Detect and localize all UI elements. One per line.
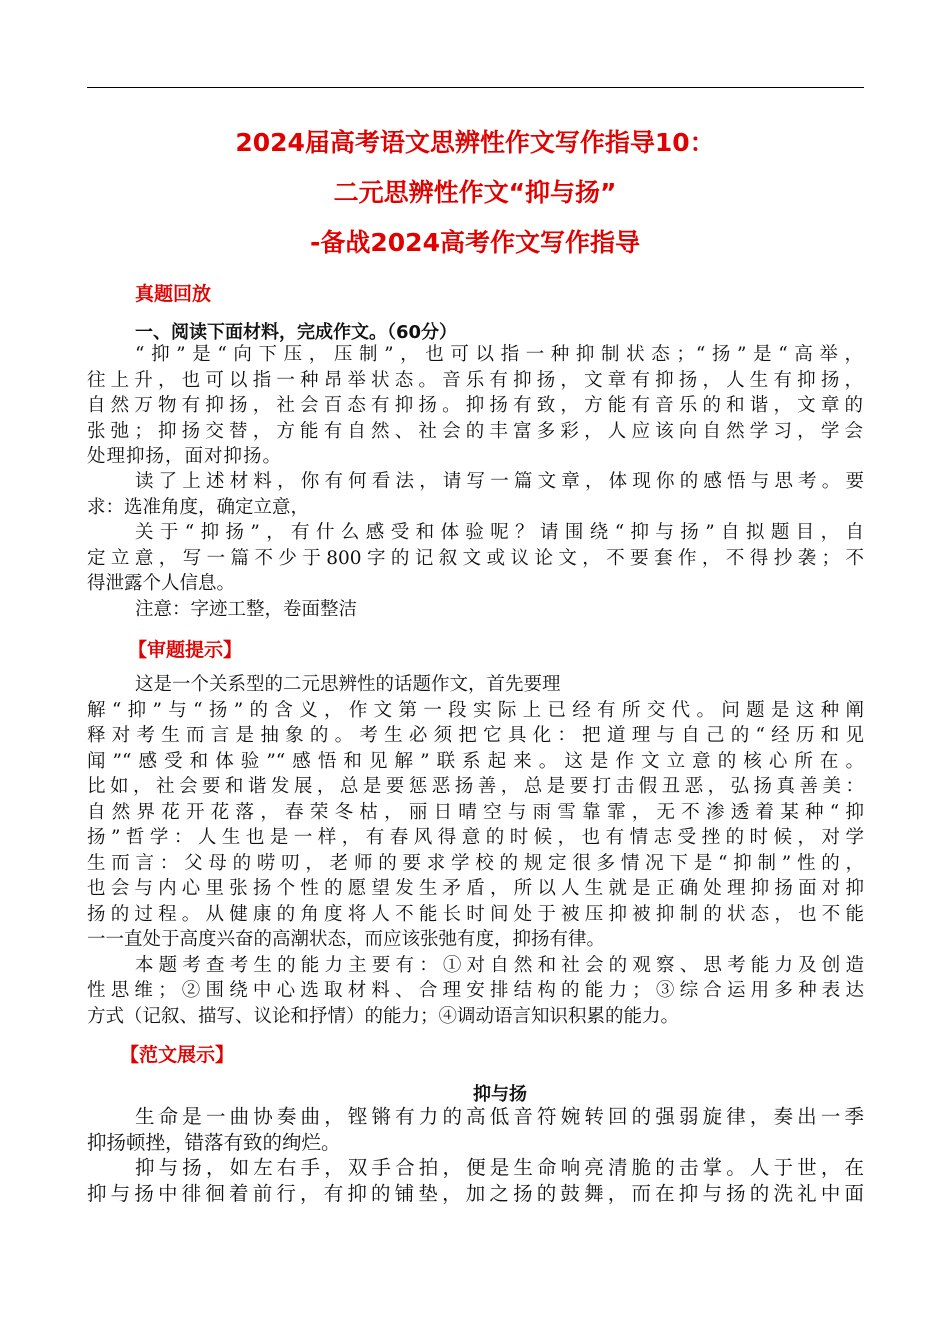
section-heading-real-question: 真题回放 (135, 283, 212, 305)
text-line: 生命是一曲协奏曲，铿锵有力的高低音符婉转回的强弱旋律，奏出一季 (135, 1105, 864, 1128)
text-line: 扬”哲学：人生也是一样，有春风得意的时候，也有情志受挫的时候，对学 (87, 827, 864, 848)
title-line-1: 2024届高考语文思辨性作文写作指导10： (235, 128, 715, 157)
text-line: 求：选准角度，确定立意， (87, 496, 310, 518)
text-line: 释对考生而言是抽象的。考生必须把它具化：把道理与自己的“经历和见 (87, 725, 864, 746)
text-line: 往上升，也可以指一种昂举状态。音乐有抑扬，文章有抑扬，人生有抑扬， (87, 369, 864, 391)
requirement-paragraph (87, 469, 864, 622)
text-line: 处理抑扬，面对抑扬。 (87, 446, 283, 467)
text-line: 闻”“感受和体验”“感悟和见解”联系起来。这是作文立意的核心所在。 (87, 750, 864, 772)
section-heading-sample: 【范文展示】 (120, 1044, 235, 1066)
text-line: 抑扬顿挫，错落有致的绚烂。 (87, 1130, 341, 1154)
text-line: 扬的过程。从健康的角度将人不能长时间处于被压抑被抑制的状态，也不能 (87, 903, 864, 925)
text-line: 方式（记叙、描写、议论和抒情）的能力；④调动语言知识积累的能力。 (87, 1005, 680, 1027)
title-line-3: -备战2024高考作文写作指导 (310, 228, 640, 257)
text-line: 一一直处于高度兴奋的高潮状态，而应该张弛有度，抑扬有律。 (87, 929, 606, 950)
text-line: 自然万物有抑扬，社会百态有抑扬。抑扬有致，方能有音乐的和谐，文章的 (87, 395, 864, 416)
text-line: 生而言：父母的唠叨，老师的要求学校的规定很多情况下是“抑制”性的， (87, 852, 864, 874)
essay-body (87, 1104, 864, 1206)
text-line: 比如，社会要和谐发展，总是要惩恶扬善，总是要打击假丑恶，弘扬真善美： (87, 776, 864, 797)
section-heading-hint: 【审题提示】 (128, 639, 243, 661)
text-line: 关于“抑扬”，有什么感受和体验呢？请围绕“抑与扬”自拟题目，自 (135, 522, 864, 543)
text-line: 自然界花开花落，春荣冬枯，丽日晴空与雨雪靠霏，无不渗透着某种“抑 (87, 801, 864, 823)
hint-paragraph (87, 672, 864, 1029)
text-line: 解“抑”与“扬”的含义，作文第一段实际上已经有所交代。问题是这种阐 (87, 699, 864, 721)
text-line: 抑与扬，如左右手，双手合拍，便是生命响亮清脆的击掌。人于世，在 (135, 1156, 864, 1179)
title-line-2: 二元思辨性作文“抑与扬” (333, 178, 617, 207)
text-line: 定立意，写一篇不少于800字的记叙文或议论文，不要套作，不得抄袭；不 (87, 547, 864, 569)
text-line: 也会与内心里张扬个性的愿望发生矛盾，所以人生就是正确处理抑扬面对抑 (87, 878, 864, 899)
question-heading: 一、阅读下面材料，完成作文。（60分） (135, 322, 458, 343)
text-line: 本题考查考生的能力主要有：①对自然和社会的观察、思考能力及创造 (135, 954, 864, 976)
text-line: 性思维；②围绕中心选取材料、合理安排结构的能力；③综合运用多种表达 (87, 980, 864, 1001)
text-line: 张弛；抑扬交替，方能有自然、社会的丰富多彩，人应该向自然学习，学会 (87, 420, 864, 442)
text-line: 抑与扬中徘徊着前行，有抑的铺垫，加之扬的鼓舞，而在抑与扬的洗礼中面 (87, 1181, 864, 1205)
text-line: 注意：字迹工整，卷面整洁 (135, 598, 358, 620)
header-rule (87, 87, 864, 88)
text-line: 这是一个关系型的二元思辨性的话题作文，首先要理 (135, 674, 561, 695)
material-paragraph (87, 342, 864, 470)
text-line: 得泄露个人信息。 (87, 573, 236, 594)
essay-title: 抑与扬 (473, 1084, 527, 1105)
text-line: 读了上述材料，你有何看法，请写一篇文章，体现你的感悟与思考。要 (135, 471, 864, 492)
text-line: “抑”是“向下压，压制”，也可以指一种抑制状态；“扬”是“高举， (135, 344, 864, 365)
